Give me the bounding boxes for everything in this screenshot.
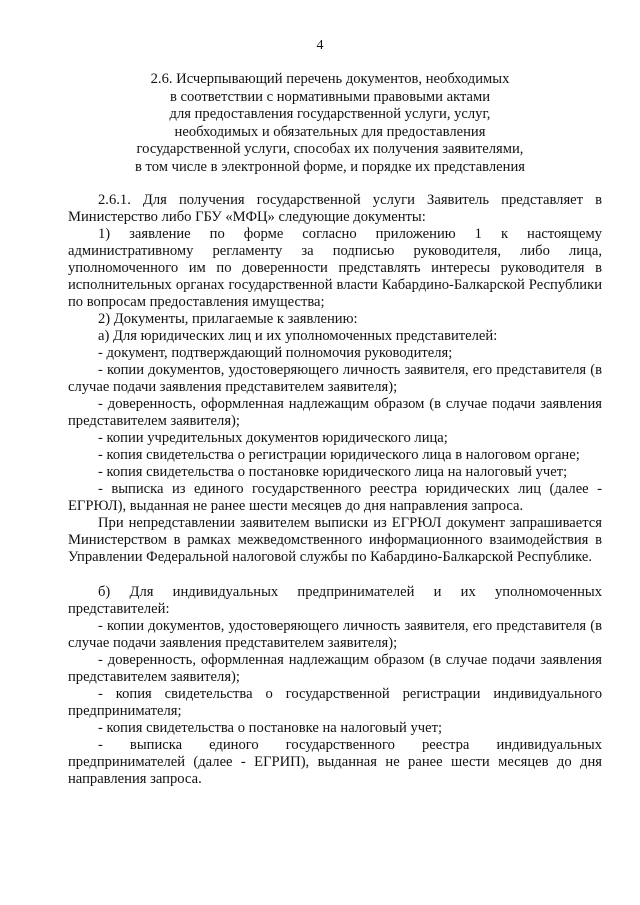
item-application-form: 1) заявление по форме согласно приложению 1 к настоящему административному регламенту за подписью руководителя, либо лица, уполномоченного им по доверенности представлять интересы руководителя в исполнительных органах государственной власти Кабардино-Балкарской Республики по вопросам предоставления имущества;	[68, 226, 602, 310]
section-heading	[110, 71, 550, 176]
paragraph-2-6-1: 2.6.1. Для получения государственной услуги Заявитель представляет в Министерство либо ГБУ «МФЦ» следующие документы:	[68, 192, 602, 225]
list-item: - копии документов, удостоверяющего личность заявителя, его представителя (в случае подачи заявления представителем заявителя);	[68, 618, 602, 651]
heading-line: в соответствии с нормативными правовыми актами	[169, 88, 491, 105]
paragraph-egrul-request: При непредставлении заявителем выписки из ЕГРЮЛ документ запрашивается Министерством в рамках межведомственного информационного взаимодействия в Управлении Федеральной налоговой службы по Кабардино-Балкарской Республике.	[68, 515, 602, 565]
list-item: - документ, подтверждающий полномочия руководителя;	[98, 345, 453, 361]
subsection-legal-entities: а) Для юридических лиц и их уполномоченных представителей:	[98, 328, 498, 344]
heading-line: 2.6. Исчерпывающий перечень документов, необходимых	[150, 71, 510, 87]
list-item: - доверенность, оформленная надлежащим образом (в случае подачи заявления представителем заявителя);	[68, 396, 602, 429]
item-attached-documents: 2) Документы, прилагаемые к заявлению:	[98, 311, 358, 327]
list-item: - копия свидетельства о постановке юридического лица на налоговый учет;	[98, 464, 568, 480]
heading-line: в том числе в электронной форме, и порядке их представления	[135, 158, 525, 175]
subsection-entrepreneurs: б) Для индивидуальных предпринимателей и их уполномоченных представителей:	[68, 584, 602, 617]
list-item: - копии документов, удостоверяющего личность заявителя, его представителя (в случае подачи заявления представителем заявителя);	[68, 362, 602, 395]
list-item: - копии учредительных документов юридического лица;	[98, 430, 448, 446]
heading-line: необходимых и обязательных для предоставления	[174, 123, 486, 140]
list-item: - копия свидетельства о регистрации юридического лица в налоговом органе;	[98, 447, 580, 463]
heading-line: для предоставления государственной услуги, услуг,	[169, 106, 491, 122]
list-item: - доверенность, оформленная надлежащим образом (в случае подачи заявления представителем заявителя);	[68, 652, 602, 685]
paragraph-gap	[68, 566, 602, 584]
page-number: 4	[316, 38, 324, 53]
list-item: - копия свидетельства о государственной регистрации индивидуального предпринимателя;	[68, 686, 602, 719]
list-item: - выписка единого государственного реестра индивидуальных предпринимателей (далее - ЕГРИП), выданная не ранее шести месяцев до дня направления запроса.	[68, 737, 602, 787]
list-item: - выписка из единого государственного реестра юридических лиц (далее - ЕГРЮЛ), выданная не ранее шести месяцев до дня направления запроса.	[68, 481, 602, 514]
list-item: - копия свидетельства о постановке на налоговый учет;	[98, 720, 443, 736]
heading-line: государственной услуги, способах их получения заявителями,	[136, 141, 524, 157]
document-body	[68, 192, 602, 788]
